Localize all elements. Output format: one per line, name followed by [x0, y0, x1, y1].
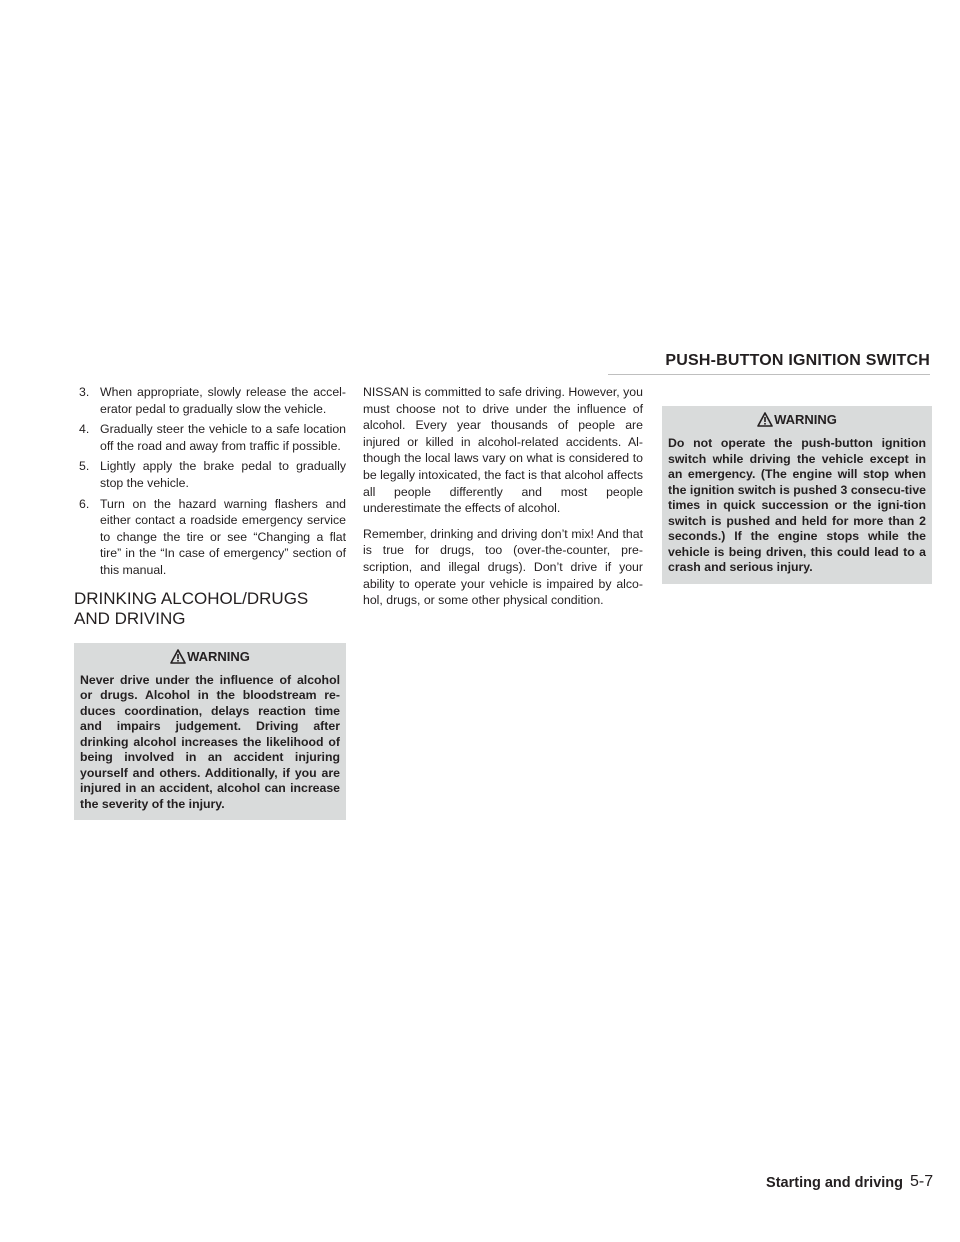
step-number: 5.: [79, 459, 90, 474]
step-number: 3.: [79, 385, 90, 399]
list-item: [74, 458, 346, 491]
drinking-heading: DRINKING ALCOHOL/DRUGS AND DRIVING: [74, 588, 309, 628]
warning-label: WARNING: [774, 412, 837, 427]
step-text: Gradually steer the vehicle to a safe location off the road and away from traffic if possible.: [100, 422, 346, 453]
paragraph: NISSAN is committed to safe driving. However, you must choose not to drive under the influence of alcohol. Every year thousands of people are injured or killed in alcohol-related accidents. Al-though the local laws vary on what is considered to be legally intoxicated, the fact is that alcohol affects all people differently and most people underestimate the effects of alcohol.: [363, 385, 643, 516]
column-middle: [363, 384, 643, 618]
warning-header: [80, 647, 340, 673]
step-text: When appropriate, slowly release the accel-erator pedal to gradually slow the vehicle.: [100, 385, 346, 416]
warning-triangle-icon: [757, 412, 773, 427]
step-number: 6.: [79, 496, 90, 511]
warning-box-alcohol: [74, 643, 346, 821]
warning-text: Never drive under the influence of alcohol or drugs. Alcohol in the bloodstream re-duces coordination, delays reaction time and impairs judgement. Driving after drinking alcohol increases the likelihood of being involved in an accident injuring yourself and others. Additionally, if you are injured in an accident, alcohol can increase the severity of the injury.: [80, 672, 340, 811]
column-right: [662, 406, 932, 584]
paragraph: Remember, drinking and driving don’t mix! And that is true for drugs, too (over-the-counter, pre-scription, and illegal drugs). Don’t drive if your ability to operate your vehicle is impaired by alco-hol, drugs, or some other physical condition.: [363, 526, 643, 608]
page-number: 5-7: [910, 1173, 934, 1190]
warning-label: WARNING: [187, 648, 250, 664]
list-item: [74, 496, 346, 579]
column-left: [74, 384, 346, 820]
list-item: [74, 421, 346, 454]
list-item: [74, 384, 346, 417]
footer-section-label: Starting and driving: [766, 1175, 903, 1191]
warning-box-ignition: [662, 406, 932, 584]
warning-triangle-icon: [170, 649, 186, 664]
warning-text: Do not operate the push-button ignition switch while driving the vehicle except in an emergency. (The engine will stop when the ignition switch is pushed 3 consecu-tive times in quick succession or the igni-tion switch is pushed and held for more than 2 seconds.) If the engine stops while the vehicle is being driven, this could lead to a crash and serious injury.: [668, 436, 926, 574]
warning-header: [668, 410, 926, 436]
step-text: Lightly apply the brake pedal to gradually stop the vehicle.: [100, 459, 346, 490]
steps-list: [74, 384, 346, 579]
section-heading: PUSH-BUTTON IGNITION SWITCH: [665, 352, 930, 369]
step-number: 4.: [79, 422, 90, 437]
section-rule: [608, 374, 930, 375]
step-text: Turn on the hazard warning flashers and either contact a roadside emergency service to change the tire or see “Changing a flat tire” in the “In case of emergency” section of this manual.: [100, 496, 346, 577]
